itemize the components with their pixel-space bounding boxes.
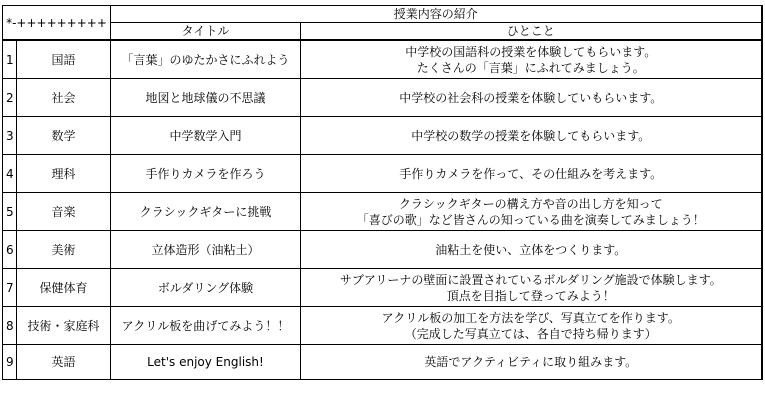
- note-line: 「喜びの歌」など皆さんの知っている曲を演奏してみましょう！: [356, 212, 705, 227]
- table-row: [3, 307, 762, 345]
- title-cell: 「言葉」のゆたかさにふれよう: [111, 40, 301, 79]
- row-number-cell: 8: [3, 307, 17, 345]
- title-cell: クラシックギターに挑戦: [111, 193, 301, 231]
- column-header-note: ひとこと: [301, 23, 762, 41]
- row-number-cell: 5: [3, 193, 17, 231]
- row-number-cell: 4: [3, 155, 17, 193]
- row-number-cell: 6: [3, 231, 17, 269]
- subject-cell: 英語: [17, 345, 111, 380]
- note-line: 中学校の国語科の授業を体験してもらいます。: [405, 44, 657, 59]
- subject-cell: 技術・家庭科: [17, 307, 111, 345]
- row-number-cell: 9: [3, 345, 17, 380]
- table-row: [3, 231, 762, 269]
- subject-cell: 国語: [17, 40, 111, 79]
- title-cell: Let's enjoy English!: [111, 345, 301, 380]
- note-cell: [301, 40, 762, 79]
- row-number-cell: 7: [3, 269, 17, 307]
- subject-cell: 音楽: [17, 193, 111, 231]
- note-cell: [301, 79, 762, 117]
- row-number-cell: 2: [3, 79, 17, 117]
- title-cell: 中学数学入門: [111, 117, 301, 155]
- note-line: クラシックギターの構え方や音の出し方を知って: [398, 196, 663, 211]
- subject-cell: 保健体育: [17, 269, 111, 307]
- title-cell: アクリル板を曲げてみよう！！: [111, 307, 301, 345]
- note-cell: [301, 117, 762, 155]
- subject-cell: 数学: [17, 117, 111, 155]
- subject-cell: 社会: [17, 79, 111, 117]
- note-cell: [301, 193, 762, 231]
- group-header-cell: 授業内容の紹介: [111, 6, 762, 23]
- note-cell: [301, 345, 762, 380]
- note-cell: [301, 307, 762, 345]
- note-line: 手作りカメラを作って、その仕組みを考えます。: [399, 166, 663, 181]
- note-line: サブアリーナの壁面に設置されているボルダリング施設で体験します。: [339, 272, 722, 287]
- table-row: [3, 117, 762, 155]
- note-line: たくさんの「言葉」にふれてみましょう。: [416, 60, 645, 75]
- class-introduction-table: [2, 5, 763, 380]
- note-cell: [301, 269, 762, 307]
- table-row: [3, 155, 762, 193]
- note-line: （完成した写真立ては、各自で持ち帰ります）: [404, 326, 657, 341]
- column-header-title: タイトル: [111, 23, 301, 41]
- table-row: [3, 79, 762, 117]
- subject-cell: 理科: [17, 155, 111, 193]
- note-line: 油粘土を使い、立体をつくります。: [435, 242, 627, 257]
- note-cell: [301, 231, 762, 269]
- note-cell: [301, 155, 762, 193]
- table-row: [3, 345, 762, 380]
- row-number-cell: 1: [3, 40, 17, 79]
- table-row: [3, 40, 762, 79]
- row-number-cell: 3: [3, 117, 17, 155]
- note-line: 英語でアクティビティに取り組みます。: [424, 355, 638, 369]
- table-row: [3, 269, 762, 307]
- subject-cell: 美術: [17, 231, 111, 269]
- note-line: 中学校の数学の授業を体験してもらいます。: [411, 128, 651, 143]
- table-body: [3, 40, 762, 380]
- note-line: 頂点を目指して登ってみよう！: [446, 288, 615, 303]
- title-cell: 手作りカメラを作ろう: [111, 155, 301, 193]
- title-cell: ボルダリング体験: [111, 269, 301, 307]
- title-cell: 地図と地球儀の不思議: [111, 79, 301, 117]
- table-row: [3, 193, 762, 231]
- title-cell: 立体造形（油粘土）: [111, 231, 301, 269]
- note-line: 中学校の社会科の授業を体験していもらいます。: [399, 90, 663, 105]
- note-line: アクリル板の加工を方法を学び、写真立てを作ります。: [381, 310, 680, 325]
- corner-label-cell: *-+++++++++: [3, 6, 111, 41]
